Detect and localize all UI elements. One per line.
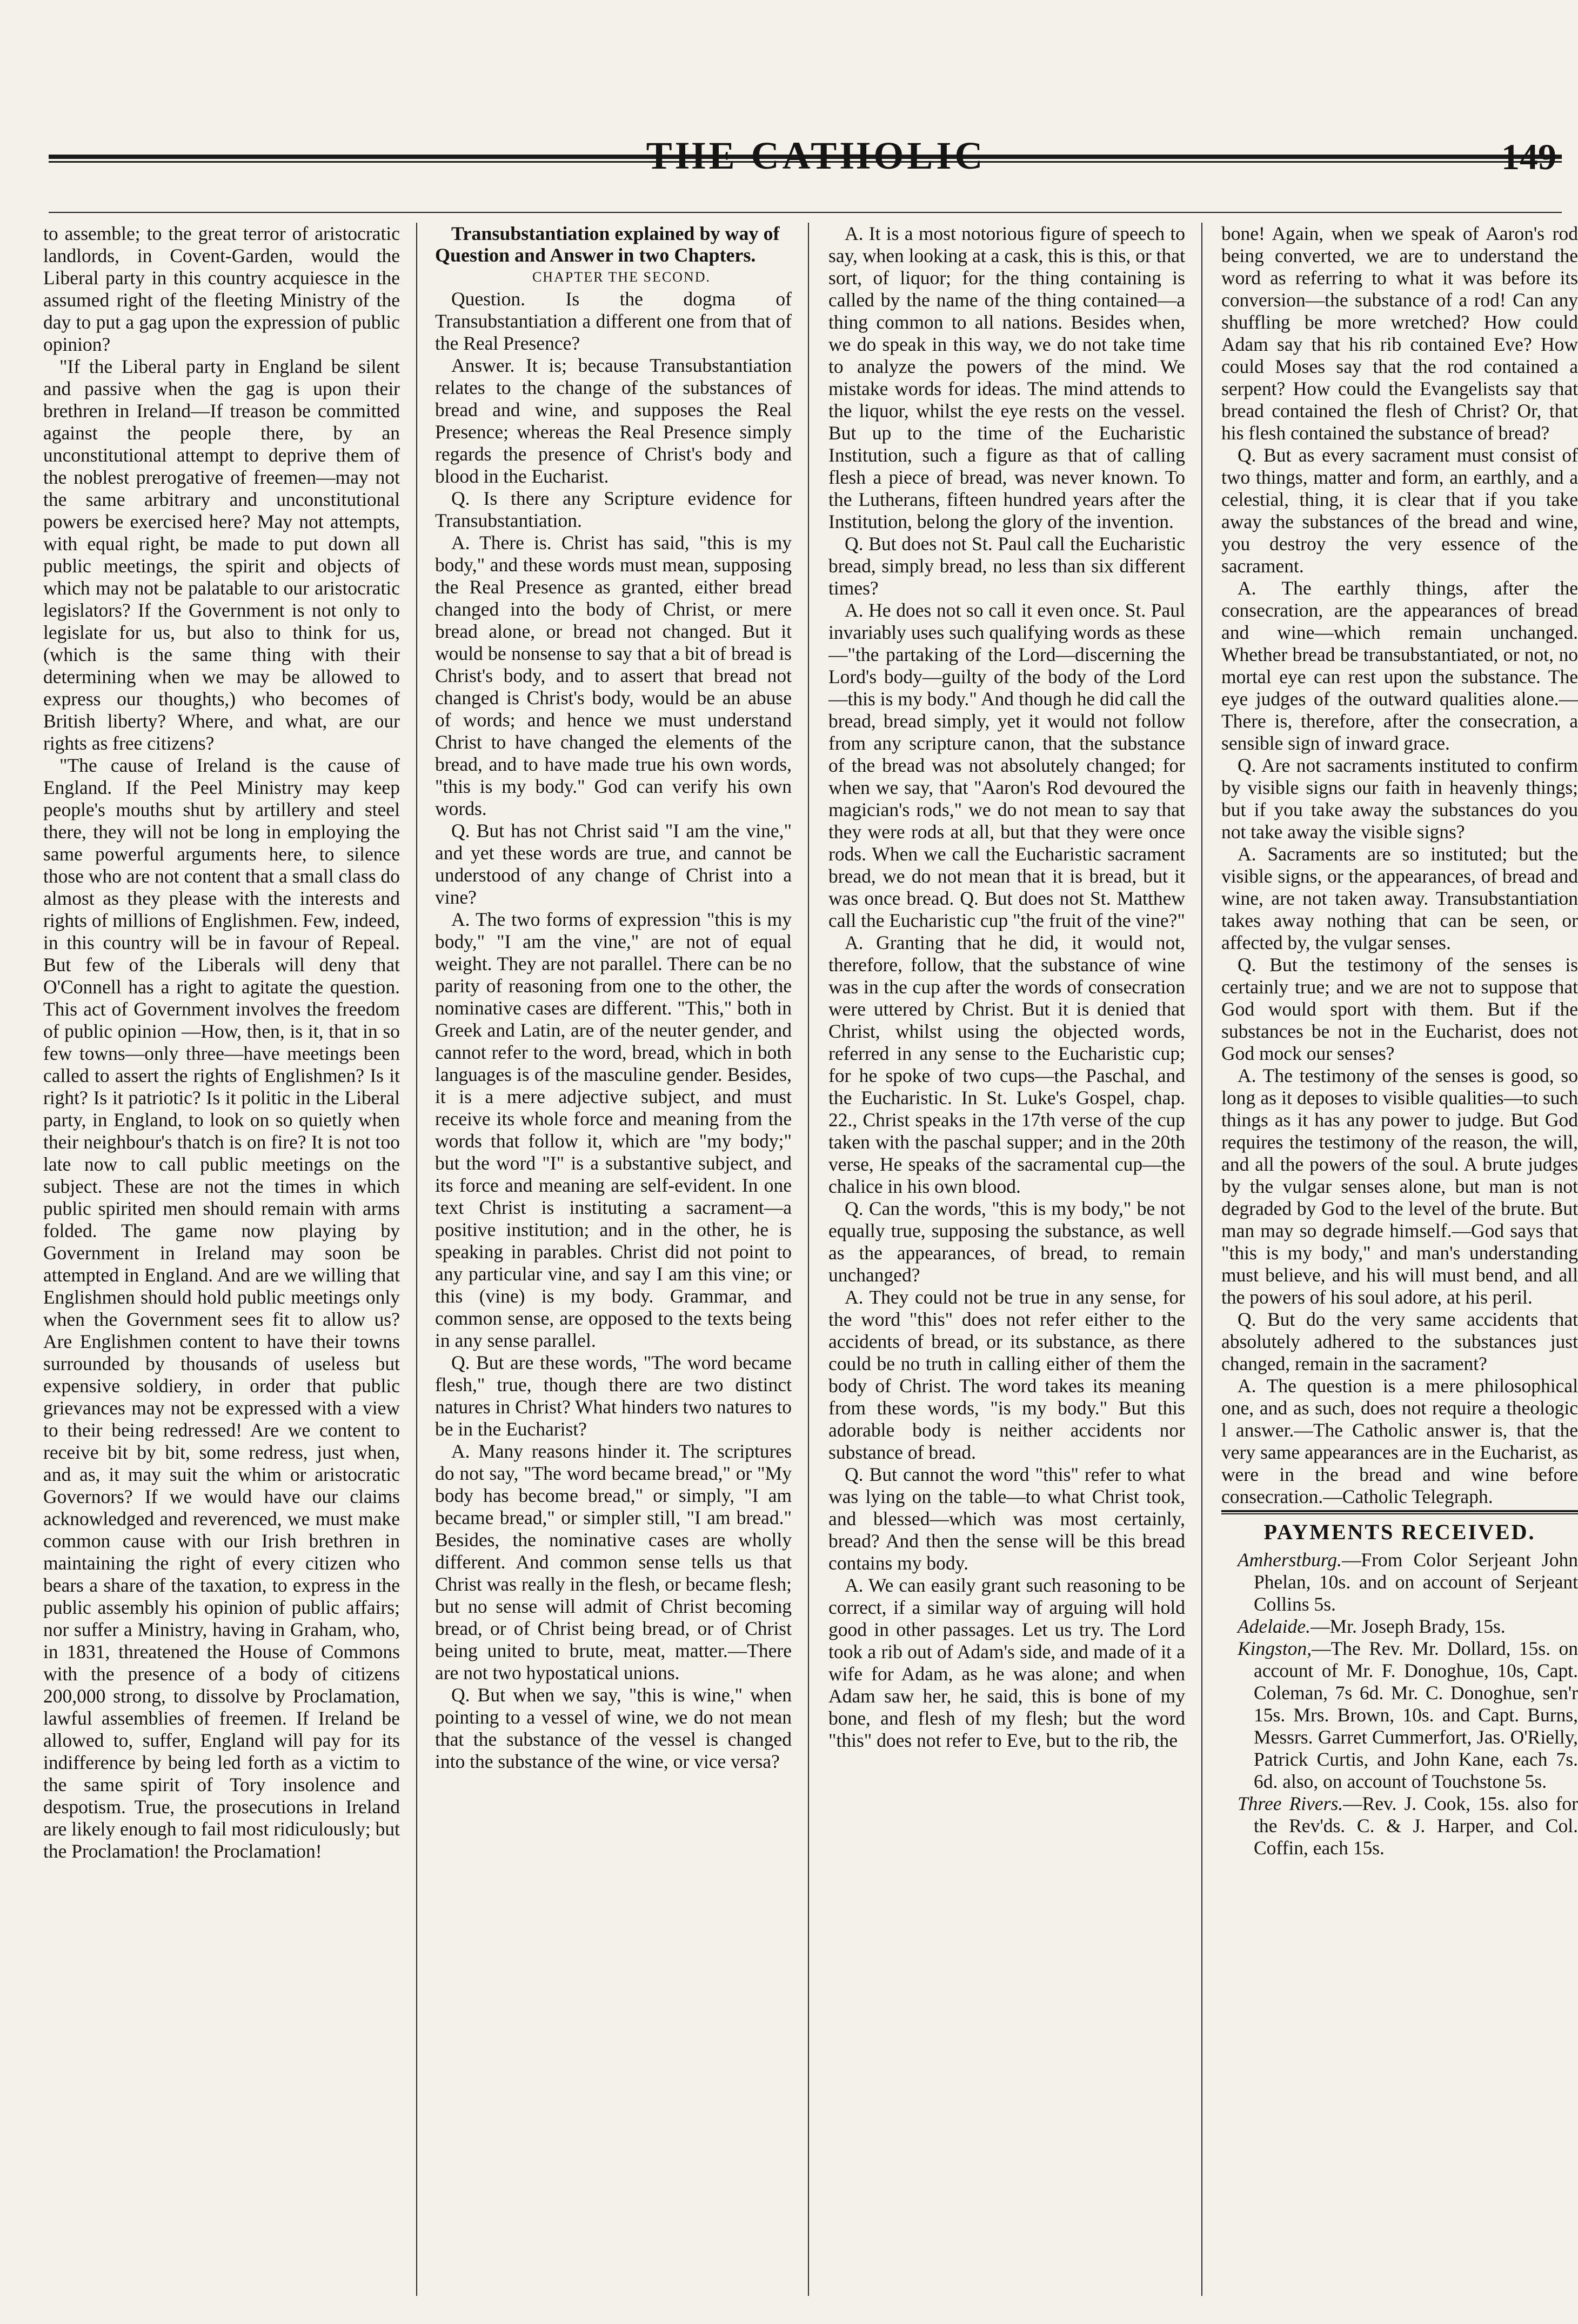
paragraph: A. There is. Christ has said, "this is my body," and these words must mean, supposing the Real Presence as granted, either bread changed into the body of Christ, or mere bread alone, or bread not changed. But it would be nonsense to say that a bit of bread is Christ's body, and to assert that bread not changed is Christ's body, would be an abuse of words; and hence we must understand Christ to have changed the elements of the bread, and to have made true his own words, "this is my body." God can verify his own words. bbox=[435, 532, 792, 819]
paragraph: A. Sacraments are so instituted; but the visible signs, or the appearances, of bread and wine, are not taken away. Transubstantiation takes away nothing that can be seen, or affected by, the vulgar senses. bbox=[1221, 843, 1578, 953]
payment-entry bbox=[1238, 1793, 1578, 1859]
payment-entry bbox=[1238, 1615, 1578, 1638]
paragraph: A. Granting that he did, it would not, therefore, follow, that the substance of wine was in the cup after the words of consecration were uttered by Christ. But it is denied that Christ, whilst using the objected words, referred in any sense to the Eucharistic cup; for he spoke of two cups—the Paschal, and the Eucharistic. In St. Luke's Gospel, chap. 22., Christ speaks in the 17th verse of the cup taken with the paschal supper; and in the 20th verse, He speaks of the sacramental cup—the chalice in his own blood. bbox=[828, 932, 1185, 1197]
paragraph: Q. But as every sacrament must consist of two things, matter and form, an earthly, and a celestial, thing, it is clear that if you take away the substances of the bread and wine, you destroy the very essence of the sacrament. bbox=[1221, 444, 1578, 577]
paragraph: Q. But when we say, "this is wine," when pointing to a vessel of wine, we do not mean that the substance of the vessel is changed into the substance of the wine, or vice versa? bbox=[435, 1684, 792, 1772]
article-headline: Transubstantiation explained by way of Question and Answer in two Chapters. bbox=[435, 223, 780, 266]
payments-heading: PAYMENTS RECEIVED. bbox=[1263, 1520, 1536, 1544]
paragraph: Q. But cannot the word "this" refer to what was lying on the table—to what Christ took, and blessed—which was most certainly, bread? And then the sense will be this bread contains my body. bbox=[828, 1464, 1185, 1574]
paragraph: Q. But do the very same accidents that absolutely adhered to the substances just changed, remain in the sacrament? bbox=[1221, 1308, 1578, 1374]
paragraph: Q. But the testimony of the senses is certainly true; and we are not to suppose that God would sport with them. But if the substances be not in the Eucharist, does not God mock our senses? bbox=[1221, 954, 1578, 1064]
payment-place: Kingston, bbox=[1238, 1638, 1312, 1659]
paragraph: Q. But has not Christ said "I am the vine," and yet these words are true, and cannot be understood of any change of Christ into a vine? bbox=[435, 820, 792, 908]
paragraph: "If the Liberal party in England be silent and passive when the gag is upon their brethren in Ireland—If treason be committed against the people there, by an unconstitutional attempt to deprive them of the noblest prerogative of freemen—may not the same arbitrary and unconstitutional powers be exercised here? May not attempts, with equal right, be made to put down all public meetings, the spirit and objects of which may not be palatable to our aristocratic legislators? If the Government is not only to legislate for us, but also to think for us, (which is the same thing with their determining when we may be allowed to express our thoughts,) who becomes of British liberty? Where, and what, are our rights as free citizens? bbox=[43, 356, 400, 754]
paragraph: bone! Again, when we speak of Aaron's rod being converted, we are to understand the word as referring to what it was before its conversion—the substance of a rod! Can any shuffling be more wretched? How could Adam say that his rib contained Eve? How could Moses say that the rod contained a serpent? How could the Evangelists say that bread contained the flesh of Christ? Or, that his flesh contained the substance of bread? bbox=[1221, 223, 1578, 444]
paragraph: Q. Are not sacraments instituted to confirm by visible signs our faith in heavenly things; but if you take away the substances do you not take away the visible signs? bbox=[1221, 754, 1578, 843]
column-1 bbox=[43, 223, 400, 2298]
payment-entry bbox=[1238, 1549, 1578, 1615]
paragraph: A. He does not so call it even once. St. Paul invariably uses such qualifying words as these—"the partaking of the Lord—discerning the Lord's body—guilty of the body of the Lord—this is my body." And though he did call the bread, bread simply, yet it would not follow from any scripture canon, that the substance of the bread was not absolutely changed; for when we say, that "Aaron's Rod devoured the magician's rods," we do not mean to say that they were rods at all, but that they were once rods. When we call the Eucharistic sacrament bread, we do not mean that it is bread, but it was once bread. Q. But does not St. Matthew call the Eucharistic cup "the fruit of the vine?" bbox=[828, 599, 1185, 931]
masthead: THE CATHOLIC bbox=[646, 134, 986, 177]
payment-place: Adelaide. bbox=[1238, 1615, 1311, 1637]
paragraph: "The cause of Ireland is the cause of England. If the Peel Ministry may keep people's mouths shut by artillery and steel there, they will not be long in employing the same powerful arguments here, to silence those who are not content that a small class do almost as they please with the interests and rights of millions of Englishmen. Few, indeed, in this country will be in favour of Repeal. But few of the Liberals will deny that O'Connell has a right to agitate the question. This act of Government involves the freedom of public opinion —How, then, is it, that in so few towns—only three—have meetings been called to assert the rights of Englishmen? Is it right? Is it patriotic? Is it politic in the Liberal party, in England, to look on so quietly when their neighbour's thatch is on fire? It is not too late now to call public meetings on the subject. These are not the times in which public spirited men should remain with arms folded. The game now playing by Government in Ireland may soon be attempted in England. And are we willing that Englishmen should hold public meetings only when the Government sees fit to allow us? Are Englishmen content to have their towns surrounded by thousands of useless but expensive soldiery, in order that public grievances may not be expressed with a view to their being redressed! Are we content to receive bit by bit, some redress, just when, and as, it may suit the whim or aristocratic Governors? If we would have our claims acknowledged and reverenced, we must make common cause with our Irish brethren in maintaining the right of every citizen who bears a share of the taxation, to express in the public assembly his opinion of public affairs; nor suffer a Ministry, having in Graham, who, in 1831, threatened the House of Commons with the presence of a body of citizens 200,000 strong, to dissolve by Proclamation, lawful assemblies of freemen. If Ireland be allowed to, suffer, England will pay for its indifference by being led forth as a victim to the same spirit of Tory insolence and despotism. True, the prosecutions in Ireland are likely enough to fail most ridiculously; but the Proclamation! the Proclamation! bbox=[43, 754, 400, 1862]
payments-list bbox=[1221, 1549, 1578, 1859]
paragraph: Q. But are these words, "The word became flesh," true, though there are two distinct natures in Christ? What hinders two natures to be in the Eucharist? bbox=[435, 1352, 792, 1440]
paragraph: A. The testimony of the senses is good, so long as it deposes to visible qualities—to such things as it has any power to judge. But God requires the testimony of the reason, the will, and all the powers of the soul. A brute judges by the vulgar senses alone, but man is not degraded by God to the level of the brute. But man may so degrade himself.—God says that "this is my body," and man's understanding must believe, and his will must bend, and all the powers of his soul adore, at his peril. bbox=[1221, 1065, 1578, 1308]
paragraph: A. It is a most notorious figure of speech to say, when looking at a cask, this is this, or that sort, of liquor; for the thing containing is called by the name of the thing contained—a thing common to all nations. Besides when, we do speak in this way, we do not take time to analyze the powers of the mind. We mistake words for ideas. The mind attends to the liquor, whilst the eye rests on the vessel. But up to the time of the Eucharistic Institution, such a figure as that of calling flesh a piece of bread, was never known. To the Lutherans, fifteen hundred years after the Institution, belong the glory of the invention. bbox=[828, 223, 1185, 532]
paragraph: A. They could not be true in any sense, for the word "this" does not refer either to the accidents of bread, or its substance, as there could be no truth in calling either of them the body of Christ. The word takes its meaning from these words, "is my body." But this adorable body is neither accidents nor substance of bread. bbox=[828, 1286, 1185, 1463]
section-rule-thin bbox=[1221, 1513, 1578, 1514]
column-3 bbox=[828, 223, 1185, 2298]
payment-place: Three Rivers. bbox=[1238, 1793, 1343, 1814]
paragraph: to assemble; to the great terror of aristocratic landlords, in Covent-Garden, would the Liberal party in this country acquiesce in the assumed right of the fleeting Ministry of the day to put a gag upon the expression of public opinion? bbox=[43, 223, 400, 355]
paragraph: A. The earthly things, after the consecration, are the appearances of bread and wine—which remain unchanged. Whether bread be transubstantiated, or not, no mortal eye can rest upon the substance. The eye judges of the outward qualities alone.—There is, therefore, after the consecration, a sensible sign of inward grace. bbox=[1221, 577, 1578, 754]
paragraph: A. Many reasons hinder it. The scriptures do not say, "The word became bread," or "My body has become bread," or simply, "I am became bread," or simpler still, "I am bread." Besides, the nominative cases are wholly different. And common sense tells us that Christ was really in the flesh, or became flesh; but no sense will admit of Christ becoming bread, or of Christ being bread, or of Christ being united to brute, meat, matter.—There are not two hypostatical unions. bbox=[435, 1440, 792, 1684]
page-number: 149 bbox=[1501, 136, 1556, 177]
paragraph: A. The question is a mere philosophical one, and as such, does not require a theologic l answer.—The Catholic answer is, that the very same appearances are in the Eucharist, as were in the bread and wine before consecration.—Catholic Telegraph. bbox=[1221, 1375, 1578, 1507]
article-columns bbox=[43, 223, 1578, 2298]
payment-entry bbox=[1238, 1638, 1578, 1793]
chapter-heading: CHAPTER THE SECOND. bbox=[532, 269, 711, 285]
paragraph: A. The two forms of expression "this is my body," "I am the vine," are not of equal weight. They are not parallel. There can be no parity of reasoning from one to the other, the nominative cases are different. "This," both in Greek and Latin, are of the neuter gender, and cannot refer to the word, bread, which in both languages is of the masculine gender. Besides, it is a mere adjective subject, and must receive its whole force and meaning from the words that follow it, which are "my body;" but the word "I" is a substantive subject, and its force and meaning are self-evident. In one text Christ is instituting a sacrament—a positive institution; and in the other, he is speaking in parables. Christ did not point to any particular vine, and say I am this vine; or this (vine) is my body. Grammar, and common sense, are opposed to the texts being in any sense parallel. bbox=[435, 909, 792, 1351]
column-4 bbox=[1221, 223, 1578, 2298]
paragraph: Question. Is the dogma of Transubstantiation a different one from that of the Real Presence? bbox=[435, 288, 792, 354]
paragraph: Q. But does not St. Paul call the Eucharistic bread, simply bread, no less than six different times? bbox=[828, 533, 1185, 599]
column-2 bbox=[435, 223, 792, 2298]
paragraph: A. We can easily grant such reasoning to be correct, if a similar way of arguing will hold good in other passages. Let us try. The Lord took a rib out of Adam's side, and made of it a wife for Adam, as he was alone; and when Adam saw her, he said, this is bone of my bone, and flesh of my flesh; but the word "this" does not refer to Eve, but to the rib, the bbox=[828, 1574, 1185, 1751]
payment-place: Amherstburg. bbox=[1238, 1549, 1342, 1571]
payment-text: —Mr. Joseph Brady, 15s. bbox=[1310, 1615, 1506, 1637]
payment-text: —The Rev. Mr. Dollard, 15s. on account of Mr. F. Donoghue, 10s, Capt. Coleman, 7s 6d. Mr. C. Donoghue, sen'r 15s. Mrs. Brown, 10s. and Capt. Burns, Messrs. Garret Cummerfort, Jas. O'Rielly, Patrick Curtis, and John Kane, each 7s. 6d. also, on account of Touchstone 5s. bbox=[1254, 1638, 1578, 1792]
payment-text: —From Color Serjeant John Phelan, 10s. and on account of Serjeant Collins 5s. bbox=[1254, 1549, 1578, 1615]
paragraph: Q. Can the words, "this is my body," be not equally true, supposing the substance, as well as the appearances, of bread, to remain unchanged? bbox=[828, 1198, 1185, 1286]
paragraph: Q. Is there any Scripture evidence for Transubstantiation. bbox=[435, 487, 792, 531]
payment-text: —Rev. J. Cook, 15s. also for the Rev'ds. C. & J. Harper, and Col. Coffin, each 15s. bbox=[1254, 1793, 1578, 1859]
paragraph: Answer. It is; because Transubstantiation relates to the change of the substances of bread and wine, and supposes the Real Presence; whereas the Real Presence simply regards the presence of Christ's body and blood in the Eucharist. bbox=[435, 355, 792, 487]
section-rule bbox=[1221, 1510, 1578, 1512]
subheader-rule bbox=[49, 212, 1562, 213]
